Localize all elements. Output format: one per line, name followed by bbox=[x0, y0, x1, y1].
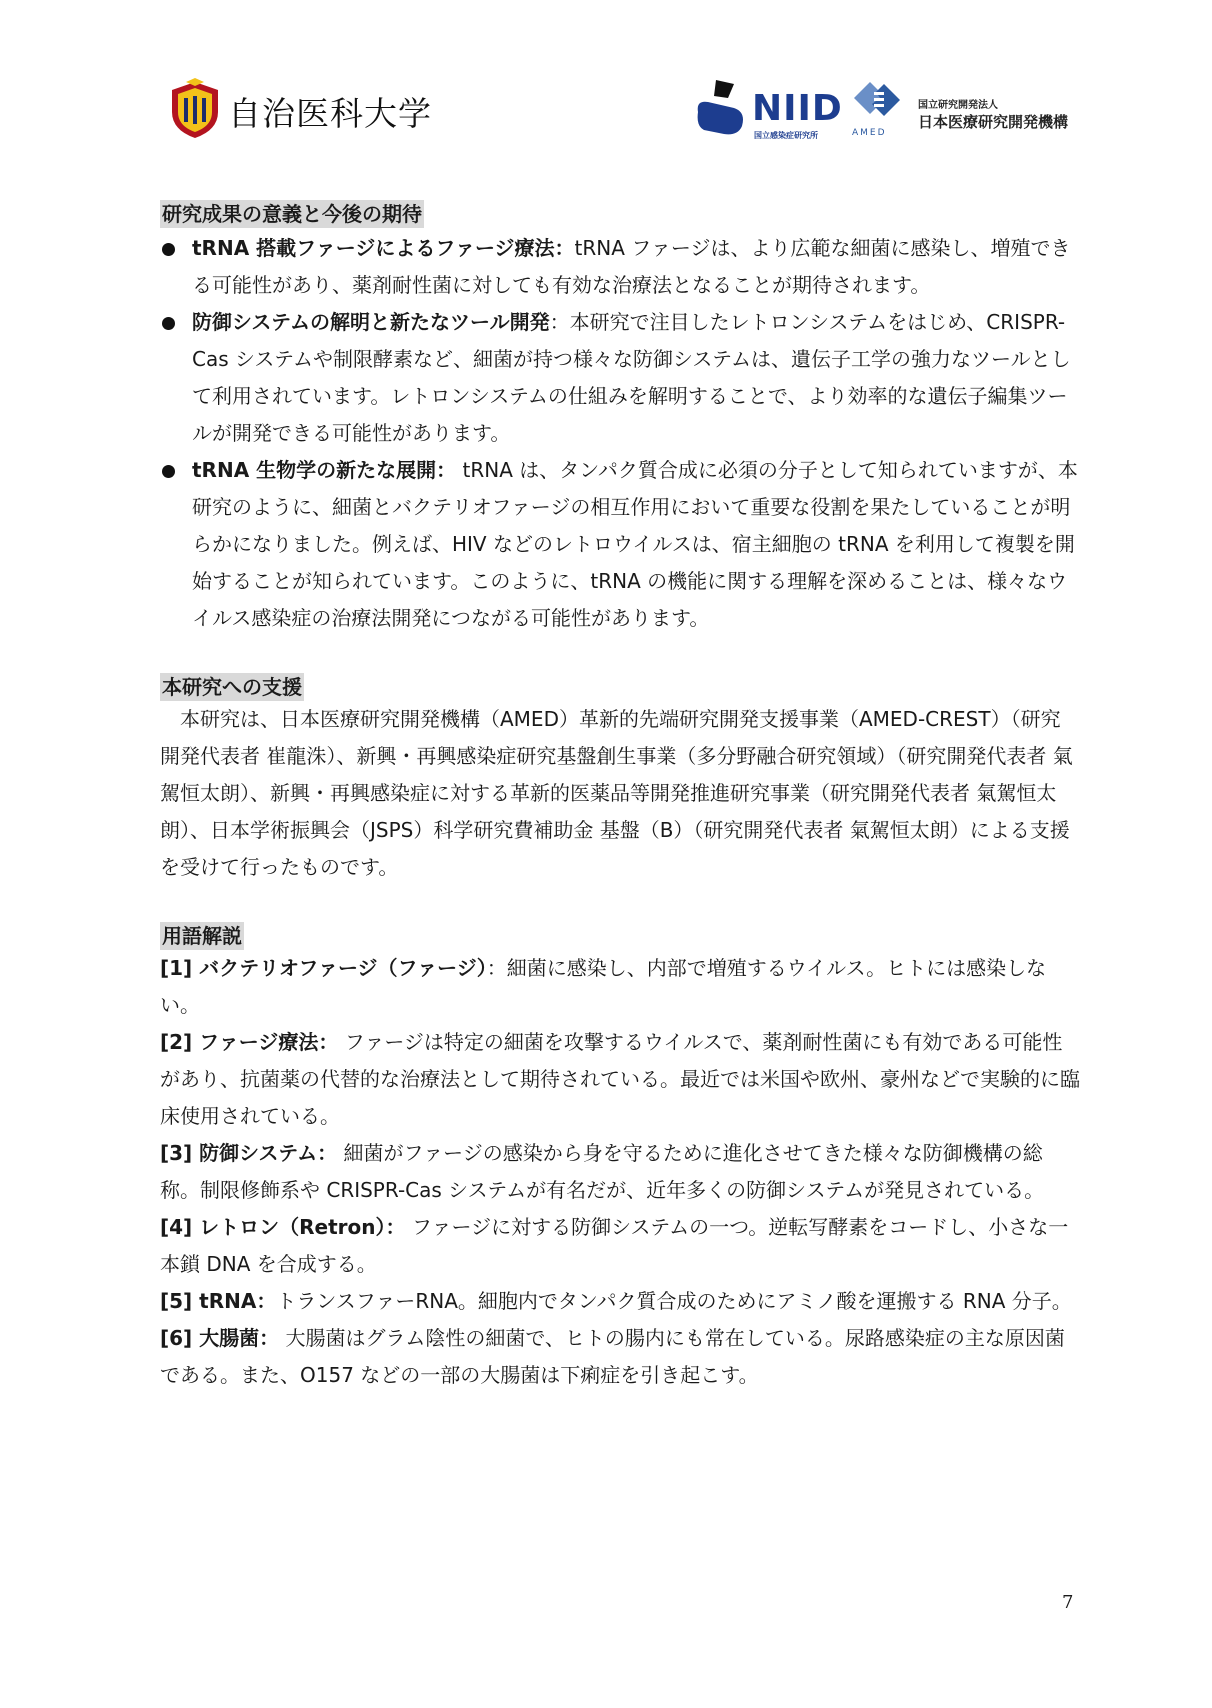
item-title: tRNA 搭載ファージによるファージ療法： bbox=[192, 236, 575, 260]
university-name: 自治医科大学 bbox=[228, 94, 432, 133]
list-item bbox=[160, 230, 1080, 304]
glossary-term: [5] tRNA： bbox=[160, 1289, 277, 1313]
glossary-definition: ファージは特定の細菌を攻撃するウイルスで、薬剤耐性菌にも有効である可能性があり、抗菌薬の代替的な治療法として期待されている。最近では米国や欧州、豪州などで実験的に臨床使用されている。 bbox=[160, 1030, 1080, 1128]
glossary-item bbox=[160, 1135, 1080, 1209]
amed-logo-icon bbox=[850, 78, 910, 128]
glossary-term: [3] 防御システム： bbox=[160, 1141, 338, 1165]
glossary-item bbox=[160, 1320, 1080, 1394]
amed-org-line2: 日本医療研究開発機構 bbox=[918, 113, 1069, 131]
list-item bbox=[160, 452, 1080, 637]
glossary-definition: ：細菌に感染し、内部で増殖するウイルス。ヒトには感染しない。 bbox=[160, 956, 1047, 1017]
glossary-item bbox=[160, 1024, 1080, 1135]
glossary-definition: 大腸菌はグラム陰性の細菌で、ヒトの腸内にも常在している。尿路感染症の主な原因菌である。また、O157 などの一部の大腸菌は下痢症を引き起こす。 bbox=[160, 1326, 1065, 1387]
list-item bbox=[160, 304, 1080, 452]
amed-logo-text: AMED bbox=[852, 128, 887, 138]
glossary-term: [6] 大腸菌： bbox=[160, 1326, 280, 1350]
page-header bbox=[0, 78, 1212, 148]
glossary-item bbox=[160, 1283, 1080, 1320]
niid-logo-text: NIID bbox=[752, 88, 843, 129]
glossary-definition: トランスファーRNA。細胞内でタンパク質合成のためにアミノ酸を運搬する RNA 分子。 bbox=[276, 1289, 1072, 1313]
glossary-term: [2] ファージ療法： bbox=[160, 1030, 339, 1054]
significance-list bbox=[160, 230, 1080, 637]
bullet-icon bbox=[162, 317, 175, 330]
item-body: tRNA ファージは、より広範な細菌に感染し、増殖できる可能性があり、薬剤耐性菌に対しても有効な治療法となることが期待されます。 bbox=[192, 236, 1071, 297]
section-heading-glossary: 用語解説 bbox=[162, 924, 242, 948]
amed-org-line1: 国立研究開発法人 bbox=[918, 100, 998, 111]
glossary-term: [1] バクテリオファージ（ファージ） bbox=[160, 956, 487, 980]
item-body: tRNA は、タンパク質合成に必須の分子として知られていますが、本研究のように、細菌とバクテリオファージの相互作用において重要な役割を果たしていることが明らかになりました。例えば、HIV などのレトロウイルスは、宿主細胞の tRNA を利用して複製を開始することが知られています。このように、tRNA の機能に関する理解を深めることは、様々なウイルス感染症の治療法開発につながる可能性があります。 bbox=[192, 458, 1078, 630]
glossary-item bbox=[160, 950, 1080, 1024]
niid-logo-icon bbox=[694, 78, 752, 136]
page-number: 7 bbox=[1062, 1592, 1074, 1613]
bullet-icon bbox=[162, 465, 175, 478]
section-heading-significance: 研究成果の意義と今後の期待 bbox=[162, 202, 422, 226]
support-paragraph: 本研究は、日本医療研究開発機構（AMED）革新的先端研究開発支援事業（AMED-CREST）（研究開発代表者 崔龍洙）、新興・再興感染症研究基盤創生事業（多分野融合研究領域）（研究開発代表者 氣駕恒太朗）、新興・再興感染症に対する革新的医薬品等開発推進研究事業（研究開発代表者 氣駕恒太朗）、日本学術振興会（JSPS）科学研究費補助金 基盤（B）（研究開発代表者 氣駕恒太朗）による支援を受けて行ったものです。 bbox=[160, 707, 1073, 879]
glossary-term: [4] レトロン（Retron）： bbox=[160, 1215, 406, 1239]
glossary-definition: ファージに対する防御システムの一つ。逆転写酵素をコードし、小さな一本鎖 DNA を合成する。 bbox=[160, 1215, 1069, 1276]
section-heading-support: 本研究への支援 bbox=[162, 675, 302, 699]
bullet-icon bbox=[162, 243, 175, 256]
item-title: tRNA 生物学の新たな展開： bbox=[192, 458, 457, 482]
item-body: ：本研究で注目したレトロンシステムをはじめ、CRISPR-Cas システムや制限酵素など、細菌が持つ様々な防御システムは、遺伝子工学の強力なツールとして利用されています。レトロンシステムの仕組みを解明することで、より効率的な遺伝子編集ツールが開発できる可能性があります。 bbox=[192, 310, 1071, 445]
page-content bbox=[160, 200, 1080, 1394]
item-title: 防御システムの解明と新たなツール開発 bbox=[192, 310, 550, 334]
glossary-definition: 細菌がファージの感染から身を守るために進化させてきた様々な防御機構の総称。制限修飾系や CRISPR-Cas システムが有名だが、近年多くの防御システムが発見されている。 bbox=[160, 1141, 1045, 1202]
jichi-university-emblem bbox=[168, 78, 222, 140]
glossary-item bbox=[160, 1209, 1080, 1283]
niid-subtitle: 国立感染症研究所 bbox=[754, 131, 818, 140]
